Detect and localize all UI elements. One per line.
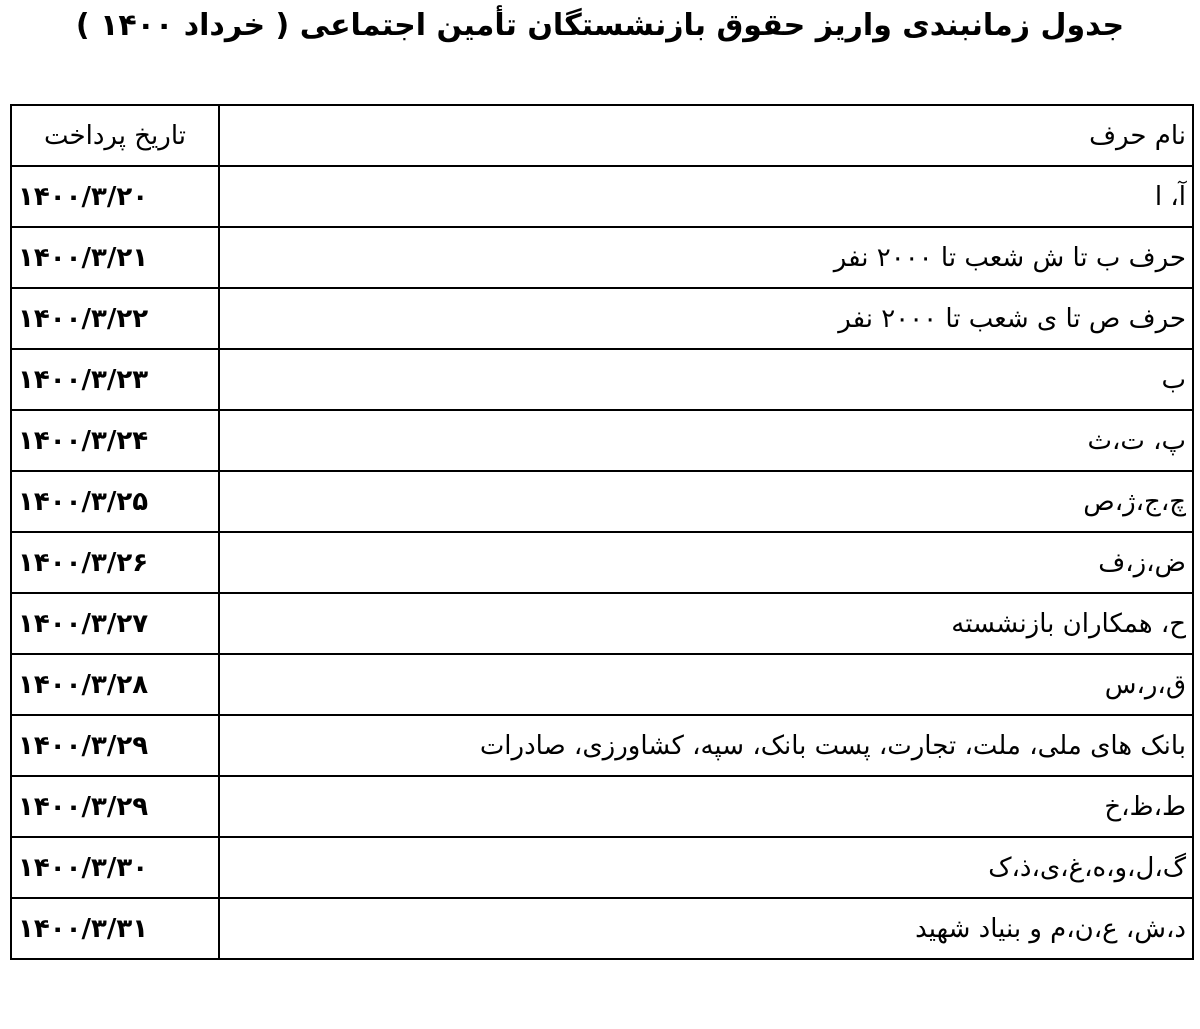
row-payment-date: ۱۴۰۰/۳/۲۷ bbox=[11, 593, 219, 654]
row-payment-date: ۱۴۰۰/۳/۲۱ bbox=[11, 227, 219, 288]
row-letter-name: د،ش، ع،ن،م و بنیاد شهید bbox=[219, 898, 1193, 959]
row-letter-name: چ،ج،ژ،ص bbox=[219, 471, 1193, 532]
table-row bbox=[11, 654, 1193, 715]
table-row bbox=[11, 288, 1193, 349]
table-row bbox=[11, 776, 1193, 837]
row-letter-name: حرف ص تا ی شعب تا ۲۰۰۰ نفر bbox=[219, 288, 1193, 349]
row-letter-name: بانک های ملی، ملت، تجارت، پست بانک، سپه، کشاورزی، صادرات bbox=[219, 715, 1193, 776]
row-letter-name: گ،ل،و،ه،غ،ی،ذ،ک bbox=[219, 837, 1193, 898]
row-letter-name: حرف ب تا ش شعب تا ۲۰۰۰ نفر bbox=[219, 227, 1193, 288]
row-letter-name: ح، همکاران بازنشسته bbox=[219, 593, 1193, 654]
table-row bbox=[11, 593, 1193, 654]
row-payment-date: ۱۴۰۰/۳/۲۳ bbox=[11, 349, 219, 410]
payment-schedule-table bbox=[10, 104, 1194, 960]
table-row bbox=[11, 410, 1193, 471]
row-payment-date: ۱۴۰۰/۳/۲۶ bbox=[11, 532, 219, 593]
row-payment-date: ۱۴۰۰/۳/۲۲ bbox=[11, 288, 219, 349]
table-row bbox=[11, 898, 1193, 959]
row-letter-name: ط،ظ،خ bbox=[219, 776, 1193, 837]
table-row bbox=[11, 166, 1193, 227]
table-row bbox=[11, 471, 1193, 532]
row-letter-name: ب bbox=[219, 349, 1193, 410]
row-payment-date: ۱۴۰۰/۳/۲۵ bbox=[11, 471, 219, 532]
table-row bbox=[11, 349, 1193, 410]
table-row bbox=[11, 837, 1193, 898]
row-payment-date: ۱۴۰۰/۳/۲۴ bbox=[11, 410, 219, 471]
table-header-row bbox=[11, 105, 1193, 166]
table-row bbox=[11, 715, 1193, 776]
row-payment-date: ۱۴۰۰/۳/۲۹ bbox=[11, 776, 219, 837]
table-row bbox=[11, 532, 1193, 593]
page-title: جدول زمانبندی واریز حقوق بازنشستگان تأمین اجتماعی ( خرداد ۱۴۰۰ ) bbox=[75, 8, 1125, 43]
row-payment-date: ۱۴۰۰/۳/۳۱ bbox=[11, 898, 219, 959]
row-letter-name: ق،ر،س bbox=[219, 654, 1193, 715]
row-payment-date: ۱۴۰۰/۳/۳۰ bbox=[11, 837, 219, 898]
header-letter-name: نام حرف bbox=[219, 105, 1193, 166]
row-letter-name: پ، ت،ث bbox=[219, 410, 1193, 471]
header-payment-date: تاریخ پرداخت bbox=[11, 105, 219, 166]
row-payment-date: ۱۴۰۰/۳/۲۹ bbox=[11, 715, 219, 776]
row-letter-name: ض،ز،ف bbox=[219, 532, 1193, 593]
table-row bbox=[11, 227, 1193, 288]
row-payment-date: ۱۴۰۰/۳/۲۰ bbox=[11, 166, 219, 227]
row-letter-name: آ، ا bbox=[219, 166, 1193, 227]
row-payment-date: ۱۴۰۰/۳/۲۸ bbox=[11, 654, 219, 715]
